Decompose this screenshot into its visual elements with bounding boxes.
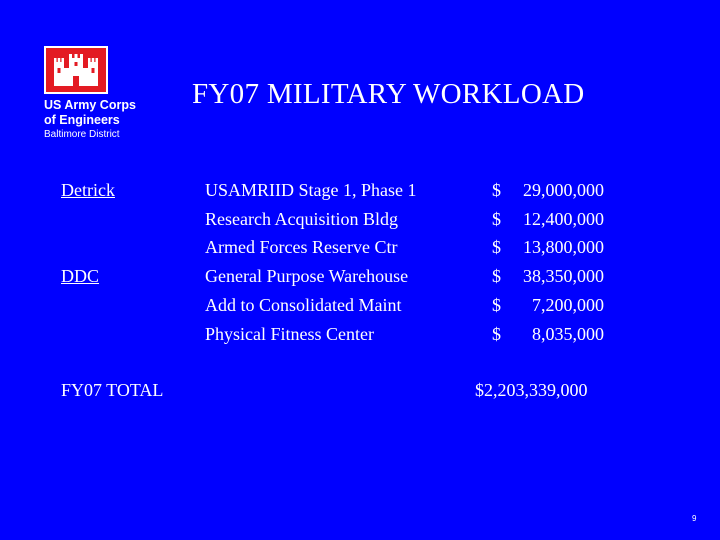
logo-text-line3: Baltimore District [44, 129, 120, 140]
page-number: 9 [692, 514, 697, 523]
currency-symbol: $ [492, 295, 501, 315]
total-label: FY07 TOTAL [61, 380, 164, 400]
logo-text-line1: US Army Corps [44, 98, 136, 112]
project-name: General Purpose Warehouse [205, 266, 409, 286]
location-detrick: Detrick [61, 180, 115, 200]
project-amount: 12,400,000 [523, 209, 604, 229]
logo-emblem [44, 46, 108, 94]
project-amount: 38,350,000 [523, 266, 604, 286]
slide-title: FY07 MILITARY WORKLOAD [192, 78, 585, 110]
currency-symbol: $ [492, 180, 501, 200]
project-amount: 7,200,000 [532, 295, 604, 315]
project-name: USAMRIID Stage 1, Phase 1 [205, 180, 417, 200]
project-name: Armed Forces Reserve Ctr [205, 237, 398, 257]
project-amount: 29,000,000 [523, 180, 604, 200]
total-value: $2,203,339,000 [475, 380, 588, 400]
currency-symbol: $ [492, 209, 501, 229]
project-name: Add to Consolidated Maint [205, 295, 402, 315]
project-amount: 8,035,000 [532, 324, 604, 344]
currency-symbol: $ [492, 266, 501, 286]
logo-text-line2: of Engineers [44, 113, 120, 127]
project-amount: 13,800,000 [523, 237, 604, 257]
location-ddc: DDC [61, 266, 100, 286]
currency-symbol: $ [492, 237, 501, 257]
currency-symbol: $ [492, 324, 501, 344]
castle-icon [52, 54, 100, 88]
project-name: Research Acquisition Bldg [205, 209, 398, 229]
project-name: Physical Fitness Center [205, 324, 374, 344]
usace-logo [44, 46, 144, 142]
